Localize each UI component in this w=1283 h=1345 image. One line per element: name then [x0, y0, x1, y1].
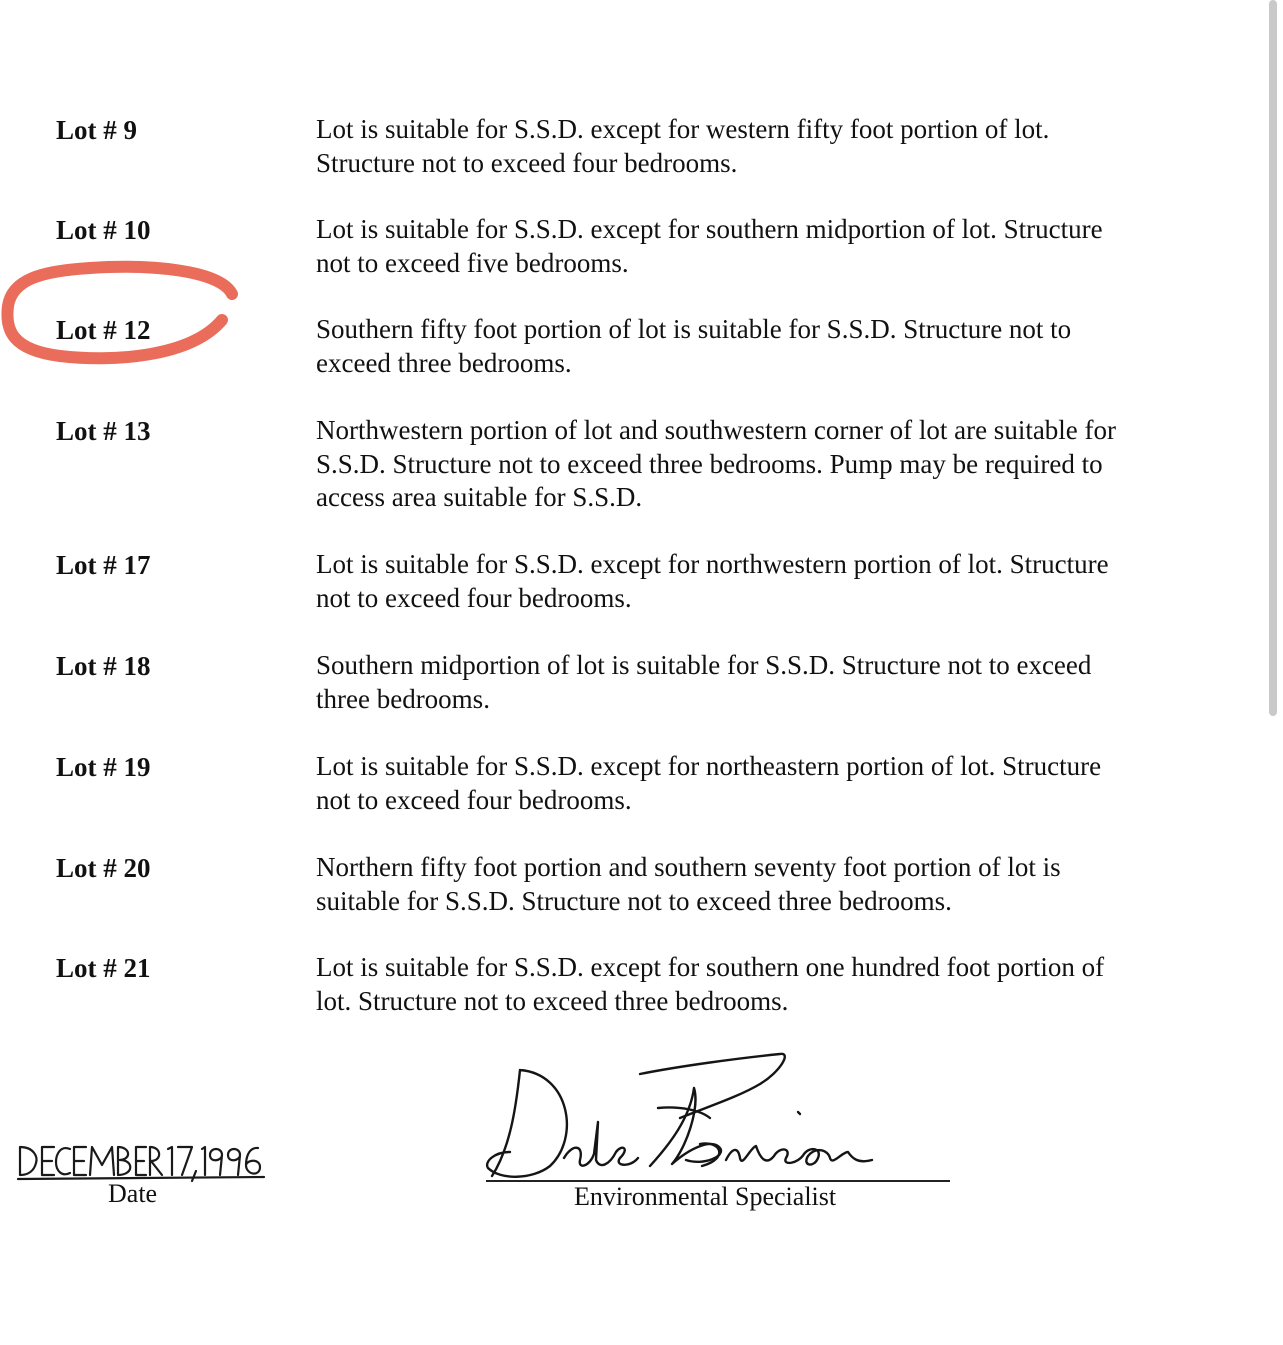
lot-description-line: Lot is suitable for S.S.D. except for northwestern portion of lot. Structure [316, 549, 1109, 579]
lot-description-line: Lot is suitable for S.S.D. except for western fifty foot portion of lot. [316, 114, 1050, 144]
lot-description-line: not to exceed four bedrooms. [316, 582, 632, 613]
lot-description [316, 213, 1196, 280]
lot-description-line: Structure not to exceed four bedrooms. [316, 147, 738, 178]
lot-label: Lot # 20 [56, 853, 151, 883]
lot-label: Lot # 9 [56, 115, 137, 145]
lot-description [316, 113, 1196, 180]
lot-label: Lot # 12 [56, 315, 151, 345]
lot-description-line: suitable for S.S.D. Structure not to exceed three bedrooms. [316, 885, 952, 916]
lot-description-line: three bedrooms. [316, 683, 490, 714]
lot-description-line: not to exceed four bedrooms. [316, 784, 632, 815]
highlight-circle-annotation [0, 258, 245, 373]
signature-title: Environmental Specialist [574, 1182, 837, 1211]
lot-label: Lot # 13 [56, 416, 151, 446]
lot-description [316, 750, 1196, 817]
lot-description [316, 951, 1196, 1018]
lot-description-line: lot. Structure not to exceed three bedrooms. [316, 985, 789, 1016]
lot-label: Lot # 21 [56, 953, 151, 983]
lot-description [316, 313, 1196, 380]
lot-label: Lot # 19 [56, 752, 151, 782]
lot-label: Lot # 17 [56, 550, 151, 580]
lot-description-line: Northern fifty foot portion and southern seventy foot portion of lot is [316, 852, 1061, 882]
date-label: Date [108, 1179, 158, 1208]
lot-label: Lot # 10 [56, 215, 151, 245]
lot-description-line: not to exceed five bedrooms. [316, 247, 629, 278]
scrollbar[interactable] [1269, 0, 1277, 716]
lot-description [316, 649, 1196, 716]
lot-description-line: Lot is suitable for S.S.D. except for southern one hundred foot portion of [316, 952, 1105, 982]
lot-description-line: Southern fifty foot portion of lot is suitable for S.S.D. Structure not to [316, 314, 1072, 344]
lot-description-line: exceed three bedrooms. [316, 347, 572, 378]
lot-description [316, 851, 1196, 918]
lot-description-line: S.S.D. Structure not to exceed three bedrooms. Pump may be required to [316, 448, 1103, 479]
lot-description-line: Lot is suitable for S.S.D. except for southern midportion of lot. Structure [316, 214, 1103, 244]
lot-description [316, 414, 1196, 515]
lot-description-line: Lot is suitable for S.S.D. except for northeastern portion of lot. Structure [316, 751, 1102, 781]
lot-description [316, 548, 1196, 615]
lot-description-line: access area suitable for S.S.D. [316, 482, 643, 512]
lot-description-line: Southern midportion of lot is suitable for S.S.D. Structure not to exceed [316, 650, 1092, 680]
lot-label: Lot # 18 [56, 651, 151, 681]
lot-description-line: Northwestern portion of lot and southwestern corner of lot are suitable for [316, 415, 1117, 445]
signature [480, 1048, 900, 1198]
